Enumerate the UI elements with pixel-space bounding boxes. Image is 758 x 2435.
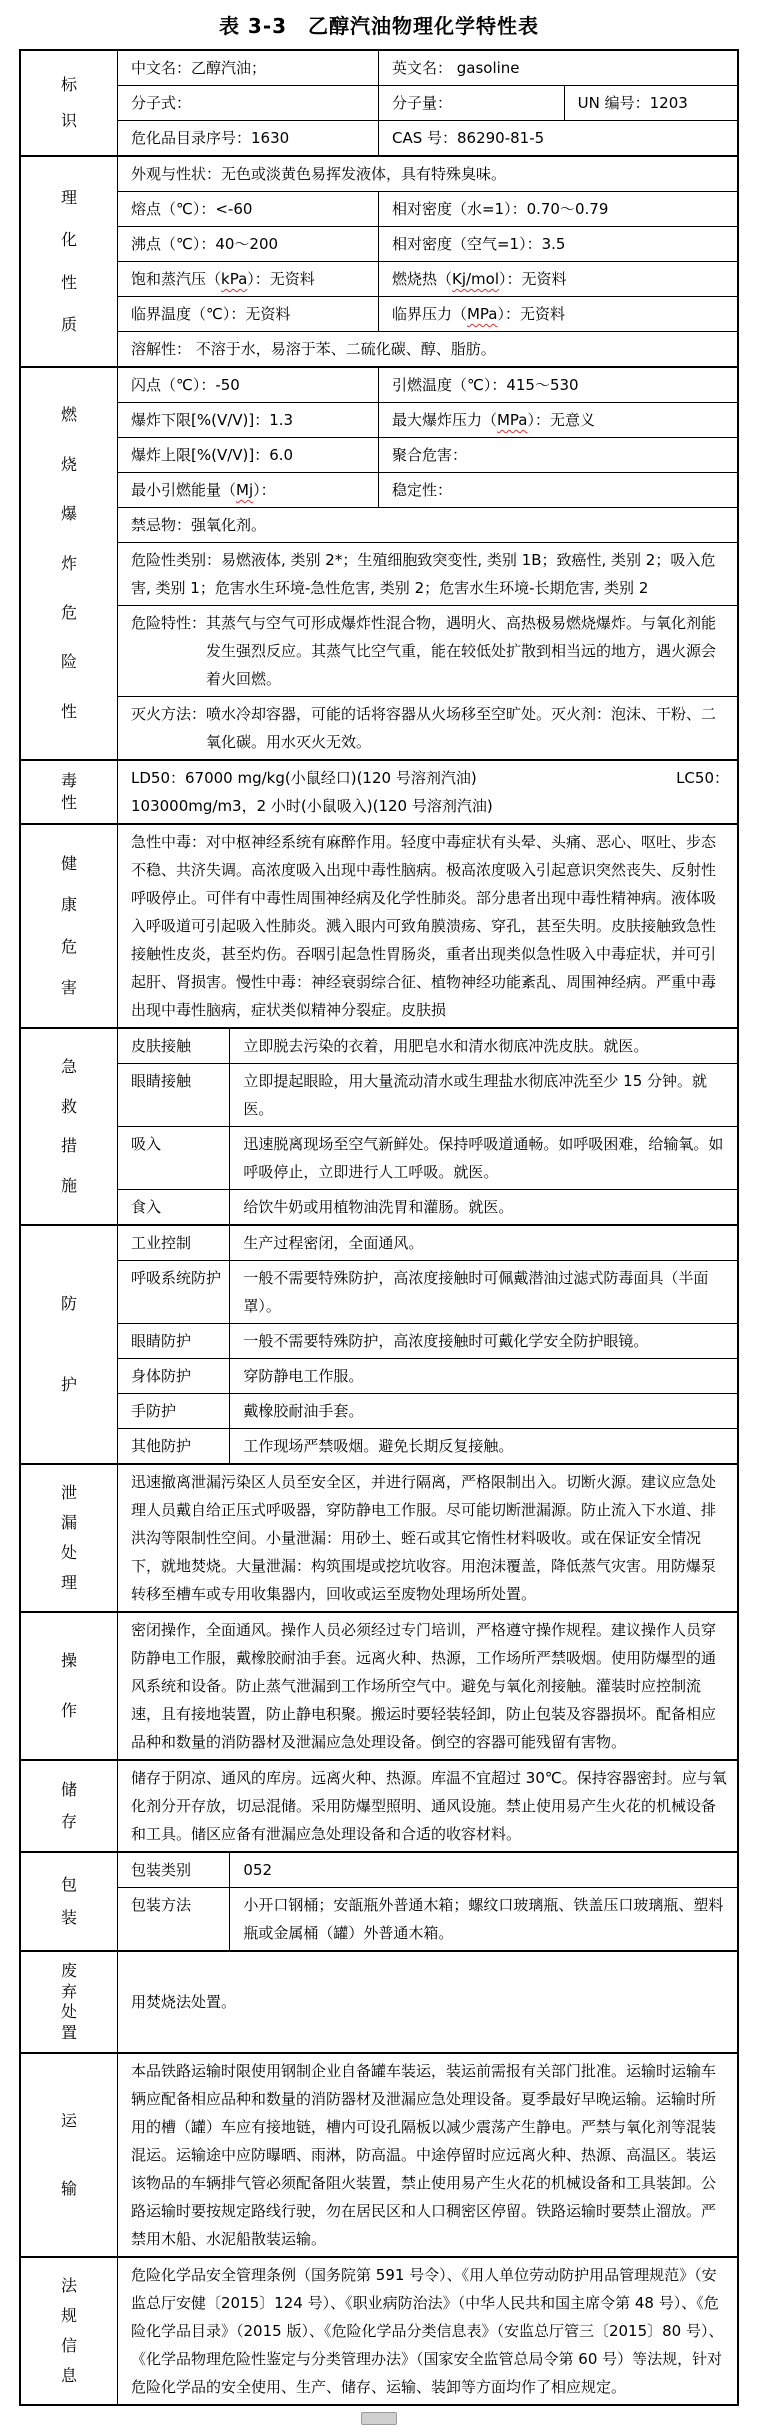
section-waste-disposal	[21, 1950, 737, 2052]
table-row-fire-explosion-hazard-5	[118, 542, 737, 605]
table-cell-fire-explosion-hazard-4-0: 禁忌物：强氧化剂。	[131, 516, 267, 534]
section-label-identification	[21, 51, 117, 155]
table-row-fire-explosion-hazard-2	[118, 437, 737, 472]
table-cell-storage-0-0: 储存于阴凉、通风的库房。远离火种、热源。库温不宜超过 30℃。保持容器密封。应与氧化剂分开存放，切忌混储。采用防爆型照明、通风设施。禁止使用易产生火花的机械设备和工具。储区应备有泄漏应急处理设备和合适的收容材料。	[131, 1769, 727, 1843]
section-label-char: 装	[60, 1908, 77, 1928]
section-label-char: 危	[60, 936, 77, 956]
table-row-packaging-1	[118, 1887, 737, 1950]
table-cell-fire-explosion-hazard-3-1: 稳定性：	[378, 473, 737, 507]
section-regulatory-info	[21, 2256, 737, 2404]
cell-line	[131, 764, 729, 792]
table-cell-identification-1-0: 分子式：	[131, 94, 192, 112]
spellcheck-underline: kPa	[221, 270, 248, 288]
section-label-char: 处	[60, 2002, 77, 2022]
table-cell-protection-4-1: 戴橡胶耐油手套。	[229, 1394, 737, 1428]
table-cell-identification-0-1: 英文名： gasoline	[378, 51, 737, 85]
table-cell-packaging-0-0: 包装类别	[131, 1861, 192, 1879]
table-cell-first-aid-3-0: 食入	[131, 1198, 162, 1216]
section-health-hazard	[21, 823, 737, 1027]
cell-line-right: LC50：	[676, 769, 729, 787]
section-label-packaging	[21, 1853, 117, 1950]
spellcheck-underline: Mj	[236, 481, 254, 499]
table-row-health-hazard-0	[118, 825, 737, 1027]
table-cell-fire-explosion-hazard-5-0: 危险性类别：易燃液体, 类别 2*；生殖细胞致突变性, 类别 1B；致癌性, 类别 2；吸入危害, 类别 1；危害水生环境-急性危害, 类别 2；危害水生环境-长期危害, 类别 2	[131, 551, 716, 597]
section-label-char: 护	[60, 1374, 77, 1394]
section-label-leak-handling	[21, 1465, 117, 1611]
table-row-protection-5	[118, 1428, 737, 1463]
section-label-char: 信	[60, 2336, 77, 2355]
section-rows	[117, 825, 737, 1027]
table-row-protection-4	[118, 1393, 737, 1428]
table-cell-regulatory-info-0-0: 危险化学品安全管理条例（国务院第 591 号令）、《用人单位劳动防护用品管理规范》（安监总厅安健〔2015〕124 号）、《职业病防治法》（中华人民共和国主席令第 48 号）、《危险化学品目录》（2015 版）、《危险化学品分类信息表》（安监总厅管三〔2015〕80 号）、《化学品物理危险性鉴定与分类管理办法》（国家安全监管总局令第 60 号）等法规，针对危险化学品的安全使用、生产、储存、运输、装卸等方面均作了相应规定。	[131, 2266, 724, 2396]
section-label-char: 泄	[60, 1483, 77, 1502]
section-rows	[117, 1029, 737, 1224]
table-row-regulatory-info-0	[118, 2258, 737, 2404]
table-cell-physicochemical-properties-3-1: 燃烧热（Kj/mol）：无资料	[378, 262, 737, 296]
section-protection	[21, 1224, 737, 1463]
section-label-operation	[21, 1613, 117, 1759]
table-row-physicochemical-properties-3	[118, 261, 737, 296]
table-row-toxicity-0	[118, 761, 737, 823]
table-cell-operation-0-0: 密闭操作，全面通风。操作人员必须经过专门培训，严格遵守操作规程。建议操作人员穿防静电工作服，戴橡胶耐油手套。远离火种、热源，工作场所严禁吸烟。使用防爆型的通风系统和设备。防止蒸气泄漏到工作场所空气中。避免与氧化剂接触。灌装时应控制流速，且有接地装置，防止静电积聚。搬运时要轻装轻卸，防止包装及容器损坏。配备相应品种和数量的消防器材及泄漏应急处理设备。倒空的容器可能残留有害物。	[131, 1621, 717, 1751]
section-label-char: 规	[60, 2306, 77, 2325]
table-cell-fire-explosion-hazard-1-0: 爆炸下限[%(V/V)]：1.3	[131, 411, 294, 429]
section-label-char: 措	[60, 1136, 77, 1156]
table-cell-identification-0-0: 中文名：乙醇汽油；	[131, 59, 267, 77]
section-label-char: 化	[60, 230, 77, 250]
table-cell-physicochemical-properties-4-0: 临界温度（℃）：无资料	[131, 305, 291, 323]
table-cell-protection-2-1: 一般不需要特殊防护，高浓度接触时可戴化学安全防护眼镜。	[229, 1324, 737, 1358]
section-rows	[117, 1465, 737, 1611]
section-label-char: 运	[60, 2110, 77, 2130]
table-row-fire-explosion-hazard-3	[118, 472, 737, 507]
table-row-transport-0	[118, 2054, 737, 2256]
table-cell-identification-1-2: UN 编号：1203	[564, 86, 737, 120]
section-label-char: 漏	[60, 1513, 77, 1532]
section-label-char: 燃	[60, 405, 77, 425]
table-row-storage-0	[118, 1761, 737, 1851]
table-cell-health-hazard-0-0: 急性中毒：对中枢神经系统有麻醉作用。轻度中毒症状有头晕、头痛、恶心、呕吐、步态不稳、共济失调。高浓度吸入出现中毒性脑病。极高浓度吸入引起意识突然丧失、反射性呼吸停止。可伴有中毒性周围神经病及化学性肺炎。部分患者出现中毒性精神病。液体吸入呼吸道可引起吸入性肺炎。溅入眼内可致角膜溃疡、穿孔，甚至失明。皮肤接触致急性接触性皮炎，甚至灼伤。吞咽引起急性胃肠炎，重者出现类似急性吸入中毒症状，并可引起肝、肾损害。慢性中毒：神经衰弱综合征、植物神经功能紊乱、周围神经病。严重中毒出现中毒性脑病，症状类似精神分裂症。皮肤损	[131, 833, 717, 1019]
section-label-char: 健	[60, 854, 77, 874]
section-label-storage	[21, 1761, 117, 1851]
scrollbar-thumb[interactable]	[361, 2412, 397, 2425]
spellcheck-underline: MPa	[496, 411, 528, 429]
section-label-char: 理	[60, 1573, 77, 1592]
table-cell-fire-explosion-hazard-6-0: 危险特性：其蒸气与空气可形成爆炸性混合物，遇明火、高热极易燃烧爆炸。与氧化剂能发生强烈反应。其蒸气比空气重，能在较低处扩散到相当远的地方，遇火源会着火回燃。	[131, 614, 717, 688]
section-label-char: 险	[60, 652, 77, 672]
section-label-char: 法	[60, 2276, 77, 2295]
table-row-physicochemical-properties-4	[118, 296, 737, 331]
table-cell-physicochemical-properties-5-0: 溶解性： 不溶于水，易溶于苯、二硫化碳、醇、脂肪。	[131, 340, 496, 358]
table-cell-protection-1-0: 呼吸系统防护	[131, 1269, 222, 1287]
table-cell-packaging-1-1: 小开口钢桶；安瓿瓶外普通木箱；螺纹口玻璃瓶、铁盖压口玻璃瓶、塑料瓶或金属桶（罐）外普通木箱。	[229, 1888, 737, 1950]
section-label-char: 储	[60, 1780, 77, 1800]
section-label-protection	[21, 1226, 117, 1463]
section-rows	[117, 761, 737, 823]
section-label-char: 性	[60, 272, 77, 292]
section-label-char: 识	[60, 111, 77, 130]
table-cell-physicochemical-properties-0-0: 外观与性状：无色或淡黄色易挥发液体，具有特殊臭味。	[131, 165, 507, 183]
section-label-char: 性	[60, 701, 77, 721]
table-cell-physicochemical-properties-1-1: 相对密度（水=1）：0.70～0.79	[378, 192, 737, 226]
section-leak-handling	[21, 1463, 737, 1611]
section-label-health-hazard	[21, 825, 117, 1027]
table-cell-packaging-0-1: 052	[229, 1853, 737, 1887]
table-cell-physicochemical-properties-2-0: 沸点（℃）：40～200	[131, 235, 279, 253]
section-operation	[21, 1611, 737, 1759]
table-row-packaging-0	[118, 1853, 737, 1887]
section-first-aid	[21, 1027, 737, 1224]
section-label-toxicity	[21, 761, 117, 823]
section-label-regulatory-info	[21, 2258, 117, 2404]
table-cell-protection-3-0: 身体防护	[131, 1367, 192, 1385]
table-cell-first-aid-2-1: 迅速脱离现场至空气新鲜处。保持呼吸道通畅。如呼吸困难，给输氧。如呼吸停止，立即进行人工呼吸。就医。	[229, 1127, 737, 1189]
section-label-char: 包	[60, 1874, 77, 1894]
table-cell-identification-1-1: 分子量：	[378, 86, 564, 120]
table-cell-physicochemical-properties-1-0: 熔点（℃）：<-60	[131, 200, 253, 218]
section-label-char: 标	[60, 75, 77, 94]
section-rows	[117, 1761, 737, 1851]
table-cell-first-aid-1-0: 眼睛接触	[131, 1072, 192, 1090]
spellcheck-underline: Kj/mol	[451, 270, 499, 288]
table-cell-waste-disposal-0-0: 用焚烧法处置。	[131, 1993, 237, 2011]
section-label-char: 弃	[60, 1981, 77, 2001]
table-cell-first-aid-0-0: 皮肤接触	[131, 1037, 192, 1055]
section-storage	[21, 1759, 737, 1851]
table-cell-protection-2-0: 眼睛防护	[131, 1332, 192, 1350]
section-transport	[21, 2052, 737, 2256]
table-row-protection-0	[118, 1226, 737, 1260]
table-row-fire-explosion-hazard-7	[118, 696, 737, 759]
section-label-char: 置	[60, 2023, 77, 2043]
section-label-physicochemical-properties	[21, 157, 117, 366]
table-row-first-aid-3	[118, 1189, 737, 1224]
section-label-char: 作	[60, 1701, 77, 1720]
table-row-identification-1	[118, 85, 737, 120]
section-rows	[117, 51, 737, 155]
table-row-identification-2	[118, 120, 737, 155]
table-cell-fire-explosion-hazard-0-0: 闪点（℃）：-50	[131, 376, 240, 394]
section-label-fire-explosion-hazard	[21, 368, 117, 759]
table-row-operation-0	[118, 1613, 737, 1759]
section-rows	[117, 157, 737, 366]
table-row-fire-explosion-hazard-6	[118, 605, 737, 696]
section-label-waste-disposal	[21, 1952, 117, 2052]
table-cell-first-aid-3-1: 给饮牛奶或用植物油洗胃和灌肠。就医。	[229, 1190, 737, 1224]
table-cell-identification-2-0: 危化品目录序号：1630	[131, 129, 290, 147]
section-label-char: 炸	[60, 553, 77, 573]
table-cell-fire-explosion-hazard-1-1: 最大爆炸压力（MPa）：无意义	[378, 403, 737, 437]
table-cell-first-aid-1-1: 立即提起眼睑，用大量流动清水或生理盐水彻底冲洗至少 15 分钟。就医。	[229, 1064, 737, 1126]
section-rows	[117, 1226, 737, 1463]
spellcheck-underline: MPa	[466, 305, 498, 323]
section-label-char: 存	[60, 1811, 77, 1831]
table-cell-protection-0-1: 生产过程密闭，全面通风。	[229, 1226, 737, 1260]
table-cell-protection-1-1: 一般不需要特殊防护，高浓度接触时可佩戴潜油过滤式防毒面具（半面罩）。	[229, 1261, 737, 1323]
table-cell-fire-explosion-hazard-3-0: 最小引燃能量（Mj）：	[131, 481, 276, 499]
table-cell-packaging-1-0: 包装方法	[131, 1896, 192, 1914]
table-row-fire-explosion-hazard-1	[118, 402, 737, 437]
table-row-fire-explosion-hazard-0	[118, 368, 737, 402]
cell-line	[131, 792, 729, 820]
table-cell-protection-0-0: 工业控制	[131, 1234, 192, 1252]
section-identification	[21, 51, 737, 155]
section-label-char: 救	[60, 1096, 77, 1116]
section-rows	[117, 2258, 737, 2404]
table-row-protection-2	[118, 1323, 737, 1358]
table-row-fire-explosion-hazard-4	[118, 507, 737, 542]
section-label-char: 废	[60, 1960, 77, 1980]
section-label-char: 爆	[60, 504, 77, 524]
table-row-first-aid-0	[118, 1029, 737, 1063]
table-cell-protection-3-1: 穿防静电工作服。	[229, 1359, 737, 1393]
table-row-identification-0	[118, 51, 737, 85]
table-cell-fire-explosion-hazard-7-0: 灭火方法：喷水冷却容器，可能的话将容器从火场移至空旷处。灭火剂：泡沫、干粉、二氧化碳。用水灭火无效。	[131, 705, 717, 751]
section-rows	[117, 368, 737, 759]
section-label-char: 毒	[60, 771, 77, 790]
section-rows	[117, 1853, 737, 1950]
section-label-char: 处	[60, 1543, 77, 1562]
section-label-transport	[21, 2054, 117, 2256]
table-cell-fire-explosion-hazard-2-1: 聚合危害：	[378, 438, 737, 472]
table-row-waste-disposal-0	[118, 1952, 737, 2052]
section-label-char: 危	[60, 602, 77, 622]
section-label-char: 烧	[60, 454, 77, 474]
table-cell-protection-5-0: 其他防护	[131, 1437, 192, 1455]
section-label-char: 防	[60, 1294, 77, 1314]
table-cell-identification-2-1: CAS 号：86290-81-5	[378, 121, 737, 155]
table-row-protection-1	[118, 1260, 737, 1323]
table-row-physicochemical-properties-0	[118, 157, 737, 191]
section-label-char: 操	[60, 1651, 77, 1670]
table-cell-fire-explosion-hazard-0-1: 引燃温度（℃）：415～530	[378, 368, 737, 402]
section-label-char: 害	[60, 977, 77, 997]
section-label-char: 施	[60, 1176, 77, 1196]
section-rows	[117, 2054, 737, 2256]
section-label-char: 输	[60, 2179, 77, 2199]
table-cell-first-aid-2-0: 吸入	[131, 1135, 162, 1153]
section-packaging	[21, 1851, 737, 1950]
spec-table	[19, 49, 739, 2406]
table-cell-transport-0-0: 本品铁路运输时限使用钢制企业自备罐车装运，装运前需报有关部门批准。运输时运输车辆应配备相应品种和数量的消防器材及泄漏应急处理设备。夏季最好早晚运输。运输时所用的槽（罐）车应有接地链，槽内可设孔隔板以减少震荡产生静电。严禁与氧化剂等混装混运。运输途中应防曝晒、雨淋，防高温。中途停留时应远离火种、热源、高温区。装运该物品的车辆排气管必须配备阻火装置，禁止使用易产生火花的机械设备和工具装卸。公路运输时要按规定路线行驶，勿在居民区和人口稠密区停留。铁路运输时要禁止溜放。严禁用木船、水泥船散装运输。	[131, 2062, 717, 2248]
table-cell-physicochemical-properties-3-0: 饱和蒸汽压（kPa）：无资料	[131, 270, 315, 288]
table-row-protection-3	[118, 1358, 737, 1393]
cell-line-left: 103000mg/m3，2 小时(小鼠吸入)(120 号溶剂汽油)	[131, 797, 493, 815]
section-label-char: 性	[60, 793, 77, 812]
table-cell-first-aid-0-1: 立即脱去污染的衣着，用肥皂水和清水彻底冲洗皮肤。就医。	[229, 1029, 737, 1063]
table-row-first-aid-2	[118, 1126, 737, 1189]
section-rows	[117, 1952, 737, 2052]
section-label-first-aid	[21, 1029, 117, 1224]
table-row-physicochemical-properties-5	[118, 331, 737, 366]
table-row-leak-handling-0	[118, 1465, 737, 1611]
table-row-physicochemical-properties-2	[118, 226, 737, 261]
section-label-char: 急	[60, 1056, 77, 1076]
table-cell-protection-5-1: 工作现场严禁吸烟。避免长期反复接触。	[229, 1429, 737, 1463]
section-fire-explosion-hazard	[21, 366, 737, 759]
table-row-first-aid-1	[118, 1063, 737, 1126]
table-row-physicochemical-properties-1	[118, 191, 737, 226]
section-label-char: 康	[60, 895, 77, 915]
table-cell-physicochemical-properties-2-1: 相对密度（空气=1）：3.5	[378, 227, 737, 261]
section-physicochemical-properties	[21, 155, 737, 366]
cell-line-left: LD50：67000 mg/kg(小鼠经口)(120 号溶剂汽油)	[131, 769, 477, 787]
section-label-char: 质	[60, 315, 77, 335]
table-title: 表 3-3 乙醇汽油物理化学特性表	[218, 14, 540, 38]
table-cell-toxicity-0-0	[118, 761, 737, 823]
section-toxicity	[21, 759, 737, 823]
table-cell-physicochemical-properties-4-1: 临界压力（MPa）：无资料	[378, 297, 737, 331]
section-rows	[117, 1613, 737, 1759]
table-cell-fire-explosion-hazard-2-0: 爆炸上限[%(V/V)]：6.0	[131, 446, 294, 464]
table-cell-leak-handling-0-0: 迅速撤离泄漏污染区人员至安全区，并进行隔离，严格限制出入。切断火源。建议应急处理人员戴自给正压式呼吸器，穿防静电工作服。尽可能切断泄漏源。防止流入下水道、排洪沟等限制性空间。小量泄漏：用砂土、蛭石或其它惰性材料吸收。或在保证安全情况下，就地焚烧。大量泄漏：构筑围堤或挖坑收容。用泡沫覆盖，降低蒸气灾害。用防爆泵转移至槽车或专用收集器内，回收或运至废物处理场所处置。	[131, 1473, 717, 1603]
table-cell-protection-4-0: 手防护	[131, 1402, 177, 1420]
section-label-char: 理	[60, 187, 77, 207]
section-label-char: 息	[60, 2366, 77, 2385]
